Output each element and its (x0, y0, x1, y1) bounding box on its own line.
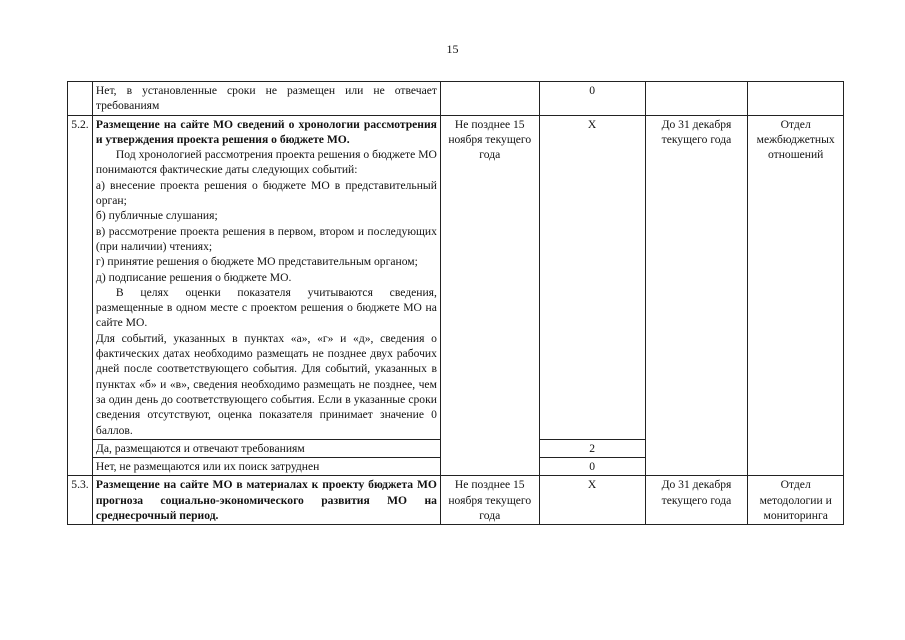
deadline-cell: До 31 декабря текущего года (645, 476, 748, 525)
row-number: 5.3. (68, 476, 93, 525)
score-cell: X (539, 476, 645, 525)
indicator-description (92, 115, 440, 439)
table-row (68, 476, 844, 525)
department-cell: Отдел методологии и мониторинга (748, 476, 844, 525)
department-cell: Отдел межбюджетных отношений (748, 115, 844, 476)
deadline-cell: До 31 декабря текущего года (645, 115, 748, 476)
paragraph: д) подписание решения о бюджете МО. (95, 270, 292, 284)
department-cell (748, 82, 844, 116)
option-description: Нет, не размещаются или их поиск затруднен (92, 458, 440, 476)
page-number: 15 (446, 42, 459, 56)
deadline-cell (645, 82, 748, 116)
row-number-cell (68, 82, 93, 116)
table-row (68, 115, 844, 439)
paragraph: Для событий, указанных в пунктах «а», «г» и «д», сведения о фактических датах необходимо размещать не позднее двух рабочих дней после соответствующего события. Для событий, указанных в пунктах «б» и «в», сведения необходимо размещать не позднее, чем за один день до соответствующего события. Если в указанные сроки сведения отсутствуют, оценка показателя принимает значение 0 баллов. (95, 331, 437, 437)
term-cell (440, 82, 539, 116)
paragraph: б) публичные слушания; (95, 209, 218, 223)
row-number: 5.2. (68, 115, 93, 476)
table-row (68, 82, 844, 116)
paragraph: В целях оценки показателя учитываются сведения, размещенные в одном месте с проектом решения о бюджете МО на сайте МО. (95, 285, 437, 330)
score-cell: X (539, 115, 645, 439)
paragraph: Под хронологией рассмотрения проекта решения о бюджете МО понимаются фактические даты следующих событий: (95, 148, 437, 177)
option-description: Да, размещаются и отвечают требованиям (92, 439, 440, 457)
score-cell: 0 (539, 458, 645, 476)
indicator-title: Размещение на сайте МО в материалах к проекту бюджета МО прогноза социально-экономического развития МО на среднесрочный период. (92, 476, 440, 525)
criteria-table (67, 81, 844, 525)
option-description: Нет, в установленные сроки не размещен или не отвечает требованиям (92, 82, 440, 116)
paragraph: г) принятие решения о бюджете МО представительным органом; (95, 255, 418, 269)
paragraph: а) внесение проекта решения о бюджете МО в представительный орган; (95, 178, 437, 208)
term-cell: Не позднее 15 ноября текущего года (440, 476, 539, 525)
paragraph: в) рассмотрение проекта решения в первом, втором и последующих (при наличии) чтениях; (95, 224, 437, 253)
score-cell: 2 (539, 439, 645, 457)
term-cell: Не позднее 15 ноября текущего года (440, 115, 539, 476)
indicator-title: Размещение на сайте МО сведений о хронологии рассмотрения и утверждения проекта решения о бюджете МО. (95, 117, 437, 146)
score-cell: 0 (539, 82, 645, 116)
